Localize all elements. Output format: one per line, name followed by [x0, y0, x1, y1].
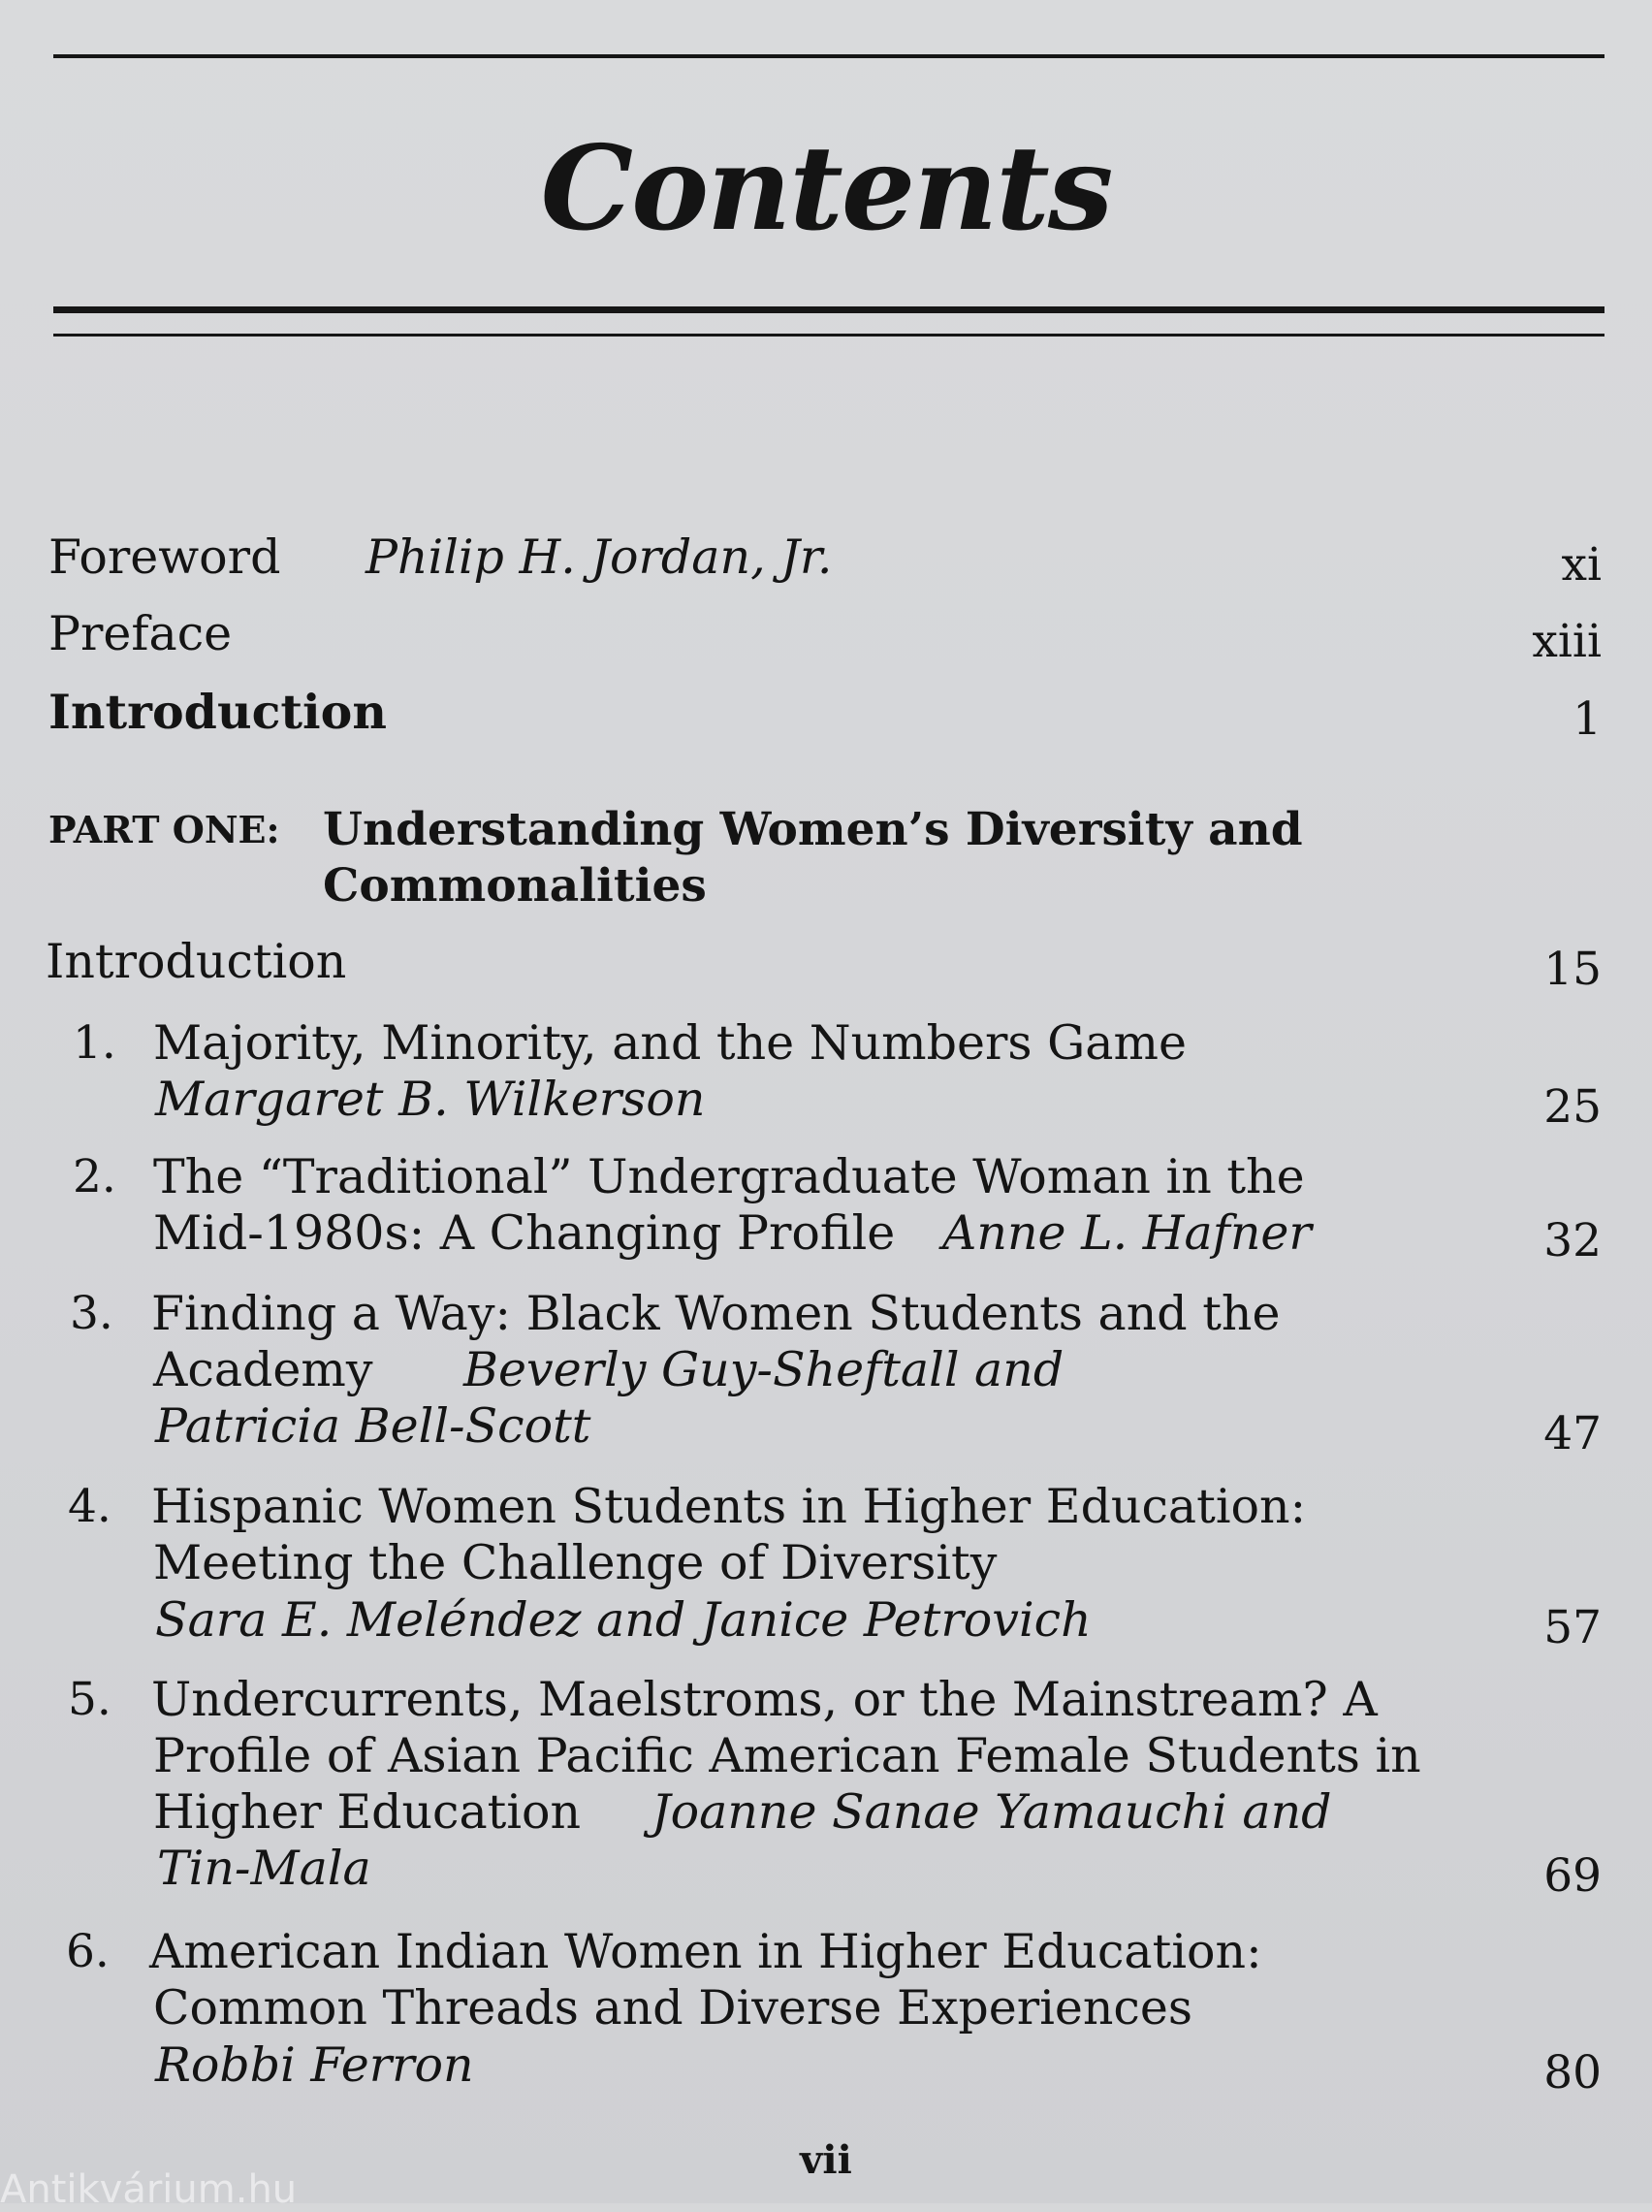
- entry-number: 3.: [70, 1287, 113, 1340]
- foreword-page: xi: [1561, 538, 1602, 592]
- entry-author-line-1: Joanne Sanae Yamauchi and: [651, 1784, 1332, 1840]
- page-folio: vii: [800, 2137, 852, 2183]
- entry-title-line-1: Hispanic Women Students in Higher Education:: [151, 1479, 1307, 1534]
- entry-title-line-1: American Indian Women in Higher Education:: [149, 1924, 1262, 1979]
- part-intro-label: Introduction: [46, 934, 347, 989]
- introduction-page: 1: [1573, 692, 1602, 746]
- entry-title: Majority, Minority, and the Numbers Game: [153, 1015, 1187, 1071]
- entry-title-line-2: Common Threads and Diverse Experiences: [153, 1980, 1193, 2036]
- title-rule-thick: [53, 306, 1604, 313]
- entry-page: 80: [1543, 2046, 1602, 2100]
- entry-number: 6.: [66, 1925, 110, 1978]
- entry-page: 25: [1543, 1080, 1602, 1134]
- foreword-author: Philip H. Jordan, Jr.: [365, 529, 833, 585]
- entry-author-line-2: Tin-Mala: [157, 1841, 371, 1896]
- entry-number: 1.: [73, 1016, 116, 1070]
- entry-title-line-2: Profile of Asian Pacific American Female Students in: [153, 1728, 1421, 1783]
- part-label: PART ONE:: [48, 808, 280, 851]
- watermark: Antikvárium.hu: [0, 2167, 298, 2212]
- foreword-label: Foreword: [48, 529, 281, 585]
- part-intro-page: 15: [1543, 943, 1602, 996]
- entry-author-line-1: Beverly Guy-Sheftall and: [463, 1342, 1064, 1397]
- entry-title-line-3: Higher Education: [153, 1784, 582, 1840]
- page-title: Contents: [540, 120, 1112, 257]
- part-title-line-1: Understanding Women’s Diversity and: [323, 803, 1303, 856]
- entry-page: 47: [1543, 1407, 1602, 1460]
- entry-number: 4.: [68, 1480, 111, 1533]
- entry-title-line-1: Finding a Way: Black Women Students and the: [151, 1286, 1281, 1341]
- entry-author: Margaret B. Wilkerson: [155, 1072, 706, 1127]
- entry-title-line-1: Undercurrents, Maelstroms, or the Mainstream? A: [151, 1672, 1378, 1727]
- entry-title-line-1: The “Traditional” Undergraduate Woman in the: [153, 1149, 1305, 1204]
- entry-page: 32: [1543, 1214, 1602, 1267]
- entry-number: 2.: [73, 1150, 116, 1203]
- entry-author: Anne L. Hafner: [942, 1205, 1312, 1261]
- preface-page: xiii: [1532, 615, 1602, 668]
- top-rule: [53, 54, 1604, 58]
- entry-number: 5.: [68, 1673, 111, 1726]
- introduction-label: Introduction: [48, 684, 387, 740]
- entry-author: Robbi Ferron: [155, 2037, 474, 2093]
- entry-author: Sara E. Meléndez and Janice Petrovich: [155, 1592, 1092, 1648]
- entry-page: 69: [1543, 1849, 1602, 1903]
- entry-page: 57: [1543, 1601, 1602, 1654]
- entry-author-line-2: Patricia Bell-Scott: [155, 1398, 591, 1454]
- preface-label: Preface: [48, 606, 233, 661]
- entry-title-line-2: Mid-1980s: A Changing Profile: [153, 1205, 896, 1261]
- entry-title-line-2: Academy: [153, 1342, 373, 1397]
- part-title-line-2: Commonalities: [323, 859, 707, 913]
- entry-title-line-2: Meeting the Challenge of Diversity: [153, 1535, 998, 1590]
- title-rule-thin: [53, 334, 1604, 337]
